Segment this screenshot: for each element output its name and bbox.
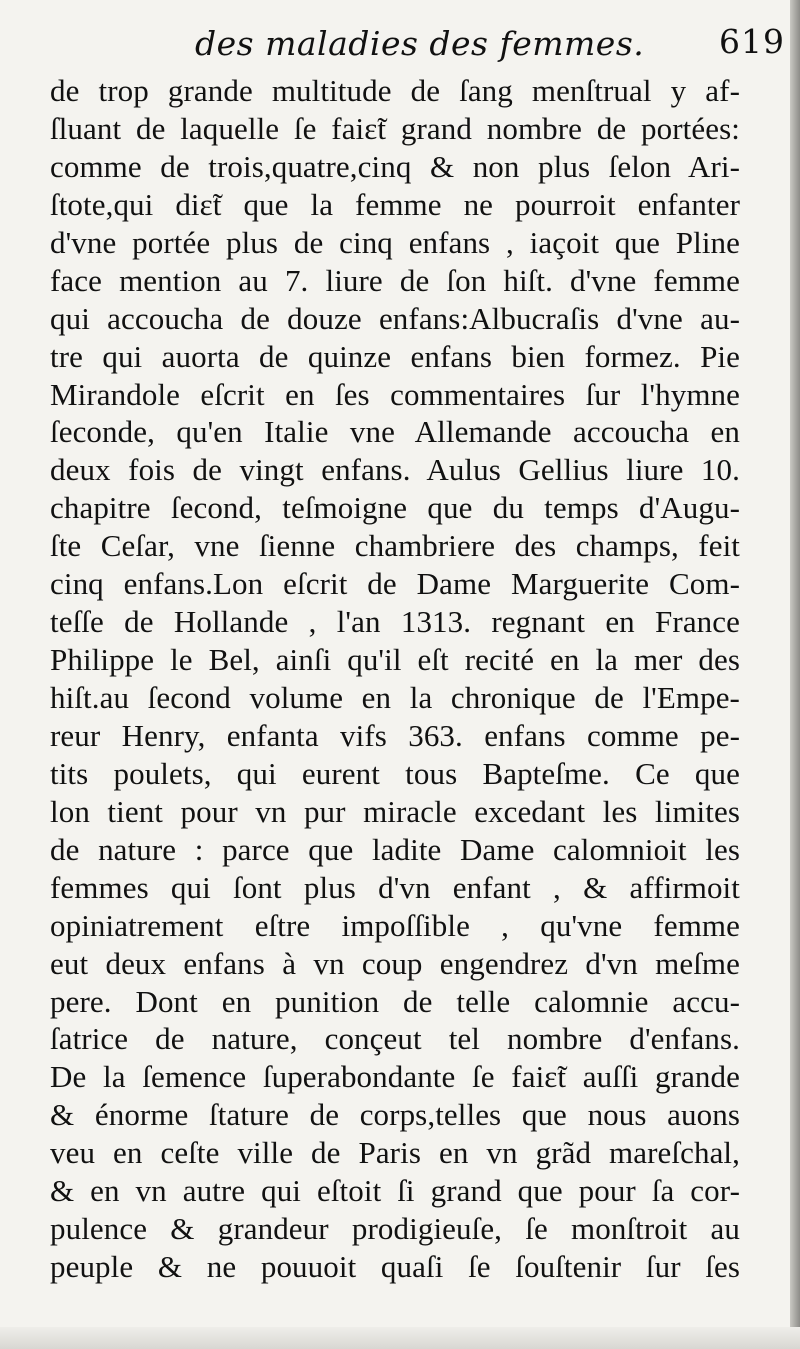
text-line: d'vne portée plus de cinq enfans , iaçoit que Pline bbox=[50, 224, 740, 260]
text-line: cinq enfans.Lon eſcrit de Dame Marguerite Com- bbox=[50, 566, 740, 602]
text-line: & énorme ſtature de corps,telles que nous auons bbox=[50, 1097, 740, 1133]
text-line: opiniatrement eſtre impoſſible , qu'vne femme bbox=[50, 907, 740, 943]
page-header bbox=[195, 16, 785, 76]
text-line: Mirandole eſcrit en ſes commentaires ſur l'hymne bbox=[50, 376, 740, 412]
text-line: face mention au 7. liure de ſon hiſt. d'vne femme bbox=[50, 262, 740, 298]
text-line: lon tient pour vn pur miracle excedant les limites bbox=[50, 793, 740, 829]
text-line: femmes qui ſont plus d'vn enfant , & affirmoit bbox=[50, 869, 740, 905]
text-line: qui accoucha de douze enfans:Albucraſis d'vne au- bbox=[50, 300, 740, 336]
text-line: deux fois de vingt enfans. Aulus Gellius liure 10. bbox=[50, 452, 740, 488]
text-line: ſatrice de nature, conçeut tel nombre d'enfans. bbox=[50, 1021, 740, 1057]
text-line: & en vn autre qui eſtoit ſi grand que pour ſa cor- bbox=[50, 1173, 740, 1209]
page-number: 619 bbox=[719, 22, 785, 61]
text-line: tre qui auorta de quinze enfans bien formez. Pie bbox=[50, 338, 740, 374]
text-line: peuple & ne pouuoit quaſi ſe ſouſtenir ſur ſes bbox=[50, 1249, 740, 1285]
text-line: comme de trois,quatre,cinq & non plus ſelon Ari- bbox=[50, 148, 740, 184]
text-line: de nature : parce que ladite Dame calomnioit les bbox=[50, 831, 740, 867]
text-line: teſſe de Hollande , l'an 1313. regnant en France bbox=[50, 604, 740, 640]
text-line: ſte Ceſar, vne ſienne chambriere des champs, feit bbox=[50, 528, 740, 564]
text-line: tits poulets, qui eurent tous Bapteſme. Ce que bbox=[50, 755, 740, 791]
text-line: hiſt.au ſecond volume en la chronique de l'Empe- bbox=[50, 680, 740, 715]
text-line: pulence & grandeur prodigieuſe, ſe monſtroit au bbox=[50, 1211, 740, 1247]
body-text bbox=[50, 72, 740, 1286]
text-line: ſluant de laquelle ſe faiɛ̃t grand nombre de portées: bbox=[50, 110, 740, 146]
running-title: des maladies des femmes. bbox=[195, 24, 645, 63]
text-line: chapitre ſecond, teſmoigne que du temps d'Augu- bbox=[50, 490, 740, 526]
text-line: Philippe le Bel, ainſi qu'il eſt recité en la mer des bbox=[50, 642, 740, 678]
text-line: eut deux enfans à vn coup engendrez d'vn meſme bbox=[50, 945, 740, 981]
text-line: De la ſemence ſuperabondante ſe faiɛ̃t auſſi grande bbox=[50, 1059, 740, 1095]
text-line: pere. Dont en punition de telle calomnie accu- bbox=[50, 983, 740, 1019]
text-line: ſtote,qui diɛ̃t que la femme ne pourroit enfanter bbox=[50, 186, 740, 222]
page-bottom-margin bbox=[0, 1327, 800, 1349]
text-line: de trop grande multitude de ſang menſtrual y af- bbox=[50, 73, 740, 108]
text-line: ſeconde, qu'en Italie vne Allemande accoucha en bbox=[50, 414, 740, 450]
text-line: reur Henry, enfanta vifs 363. enfans comme pe- bbox=[50, 717, 740, 753]
page-edge-shadow bbox=[790, 0, 800, 1349]
text-line: veu en ceſte ville de Paris en vn grãd mareſchal, bbox=[50, 1135, 740, 1171]
